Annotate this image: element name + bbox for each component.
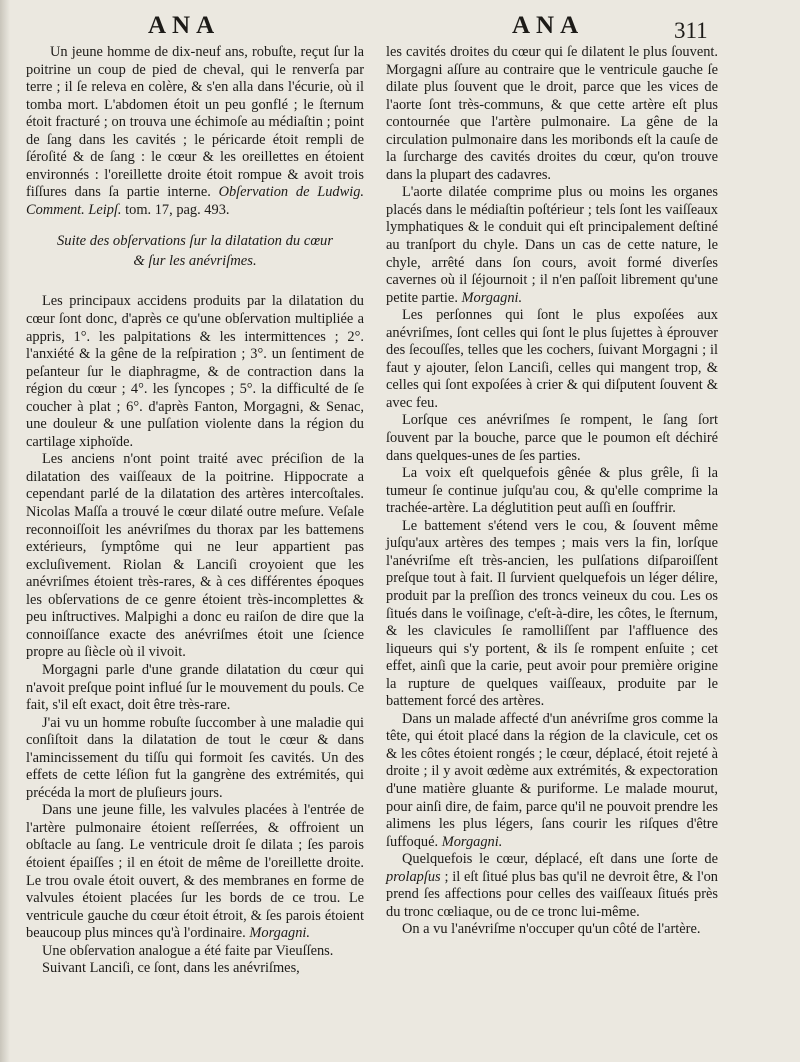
paragraph <box>26 802 364 942</box>
paragraph: Morgagni parle d'une grande dilatation du cœur qui n'avoit preſque point influé ſur le mouvement du pouls. Ce fait, s'il eſt exact, doit être très-rare. <box>26 661 364 714</box>
paragraph: les cavités droites du cœur qui ſe dilatent le plus ſouvent. Morgagni aſſure au contraire que le ventricule gauche ſe dilate plus ſouvent que le droit, parce que les vices de l'aorte ſont très-communs, & que cette artère eſt plus contournée que l'artère pulmonaire. La gêne de la circulation pulmonaire dans les moribonds eſt la cauſe de la ſurcharge des cavités droites du cœur, qu'on trouve dans la plupart des cadavres. <box>386 44 718 183</box>
paragraph: Les principaux accidens produits par la dilatation du cœur ſont donc, d'après ce qu'une obſervation multipliée a appris, 1°. les palpitations & les intermittences ; 2°. l'anxiété & la gêne de la reſpiration ; 3°. un ſentiment de peſanteur ſur le diaphragme, & de contraction dans la région du cœur ; 4°. les ſyncopes ; 5°. la difficulté de ſe coucher à plat ; 6°. d'après Fanton, Morgagni, & Senac, une douleur & une pulſation violente dans la région du cartilage xiphoïde. <box>26 293 364 450</box>
paragraph <box>26 44 364 219</box>
author-signature: Morgagni. <box>249 925 311 942</box>
left-text-column <box>26 44 364 978</box>
paragraph-text: Un jeune homme de dix-neuf ans, robuſte, reçut ſur la poitrine un coup de pied de cheval, qui le renverſa par terre ; il ſe releva en colère, & s'en alla dans l'écurie, où il tomba mort. L'abdomen étoit un peu gonflé ; le ſternum étoit fracturé ; on trouva une échimoſe au médiaſtin ; point de ſang dans les cavités ; le péricarde étoit rempli de ſéroſité & de ſang : le cœur & les oreillettes en étoient environnés : l'oreillette droite étoit rompue & avoit trois fiſſures dans ſa partie interne. <box>26 44 364 201</box>
paragraph <box>386 711 718 851</box>
paragraph-text: Dans une jeune fille, les valvules placées à l'entrée de l'artère pulmonaire étoient reſſerrées, & offroient un obſtacle au ſang. Le ventricule droit ſe dilata ; ſes parois étoient épaiſſes ; il en étoit de même de l'oreillette droite. Le trou ovale étoit ouvert, & des membranes en forme de valvules étoient placées ſur les bords de ce trou. Le ventricule gauche du cœur étoit étroit, & ſes parois étoient beaucoup plus minces qu'à l'ordinaire. <box>26 802 364 942</box>
paragraph: Une obſervation analogue a été faite par Vieuſſens. <box>42 942 334 959</box>
paragraph-text: Quelquefois le cœur, déplacé, eſt dans une ſorte de <box>402 851 718 868</box>
paragraph-text: ; il eſt ſitué plus bas qu'il ne devroit être, & l'on prend ſes affections pour celles des vaiſſeaux ſitués près du tronc cœliaque, ou de ce tronc lui-même. <box>386 868 718 920</box>
page-gutter-shadow <box>0 0 10 1062</box>
section-title <box>26 231 364 271</box>
paragraph: Lorſque ces anévriſmes ſe rompent, le ſang ſort ſouvent par la bouche, parce que le poumon eſt déchiré dans quelques-unes de ſes parties. <box>386 412 718 464</box>
paragraph-text: Dans un malade affecté d'un anévriſme gros comme la tête, qui étoit placé dans la région de la clavicule, cet os & les côtes étoient rongés ; le cœur, déplacé, étoit rejeté à droite ; il y avoit œdème aux extrémités, & expectoration d'une matière gluante & puriforme. Le malade mourut, pour ainſi dire, de faim, parce qu'il ne pouvoit prendre les alimens les plus légers, ſans courir les riſques d'être ſuffoqué. <box>386 710 718 850</box>
paragraph <box>386 184 718 307</box>
paragraph: Les perſonnes qui ſont le plus expoſées aux anévriſmes, ſont celles qui ſont le plus ſujettes à éprouver des ſecouſſes, telles que les cochers, ſuivant Morgagni ; il faut y ajouter, ſelon Lanciſi, celles qui mangent trop, & celles qui ſont expoſées à crier & qui diſputent ſouvent & avec feu. <box>386 307 718 411</box>
paragraph <box>386 851 718 921</box>
source-citation: Obſervation de Ludwig. Comment. Leipſ. <box>26 184 364 218</box>
author-signature: Morgagni. <box>461 289 523 306</box>
paragraph: J'ai vu un homme robuſte ſuccomber à une maladie qui conſiſtoit dans la dilatation de tout le cœur & dans l'amincissement du tiſſu qui formoit ſes cavités. Un des effets de cette léſion fut la gangrène des extrémités, qui précéda la mort de pluſieurs jours. <box>26 714 364 801</box>
right-text-column <box>386 44 718 939</box>
paragraph-text: L'aorte dilatée comprime plus ou moins les organes placés dans le médiaſtin poſtérieur ; tels ſont les vaiſſeaux lymphatiques & le conduit qui eſt principalement deſtiné au tranſport du chyle. Dans un cas de cette nature, le chyle, arrêté dans ſon cours, avoit formé diverſes cavernes où il ſéjournoit ; il n'en paſſoit librement qu'une petite partie. <box>386 184 718 306</box>
section-title-line: & ſur les anévriſmes. <box>133 253 257 270</box>
citation-reference: tom. 17, pag. 493. <box>125 201 230 218</box>
paragraph: Suivant Lanciſi, ce ſont, dans les anévriſmes, <box>42 960 300 977</box>
running-head-right: ANA <box>512 12 585 39</box>
author-signature: Morgagni. <box>441 833 503 850</box>
section-title-line: Suite des obſervations ſur la dilatation du cœur <box>56 233 334 250</box>
paragraph: On a vu l'anévriſme n'occuper qu'un côté de l'artère. <box>402 921 701 938</box>
page-number: 311 <box>674 18 708 43</box>
running-head-left: ANA <box>148 12 221 39</box>
latin-term: prolapſus <box>386 868 441 885</box>
paragraph: Le battement s'étend vers le cou, & ſouvent même juſqu'aux artères des tempes ; mais vers la fin, lorſque l'anévriſme eſt très-ancien, les pulſations diſparoiſſent preſque tout à fait. Il ſurvient quelquefois un léger délire, produit par la preſſion des troncs veineux du cou. Les os ſitués dans le voiſinage, c'eſt-à-dire, les côtes, le ſternum, & les clavicules ſe ramolliſſent par l'affluence des liqueurs qui s'y portent, & ils ſe rompent enſuite ; cet effet, ainſi que la carie, peut avoir pour première origine la rupture de quelques vaiſſeaux, produite par le battement forcé des artères. <box>386 517 718 710</box>
paragraph: Les anciens n'ont point traité avec préciſion de la dilatation des vaiſſeaux de la poitrine. Hippocrate a cependant parlé de la dilatation des artères intercoſtales. Nicolas Maſſa a trouvé le cœur dilaté outre meſure. Veſale reconnoiſſoit les anévriſmes du thorax par les battemens extérieurs, ſymptôme qui ne leur appartient pas excluſivement. Riolan & Lanciſi croyoient que les anévriſmes étoient très-rares, & à ces différentes époques les obſervations de ce genre étoient très-incomplettes & peu inſtructives. Malpighi a donc eu raiſon de dire que la connoiſſance exacte des anévriſmes étoit une ſcience propre au ſiècle où il vivoit. <box>26 451 364 661</box>
paragraph: La voix eſt quelquefois gênée & plus grêle, ſi la tumeur ſe continue juſqu'au cou, & qu'elle comprime la trachée-artère. La déglutition peut auſſi en ſouffrir. <box>386 465 718 517</box>
